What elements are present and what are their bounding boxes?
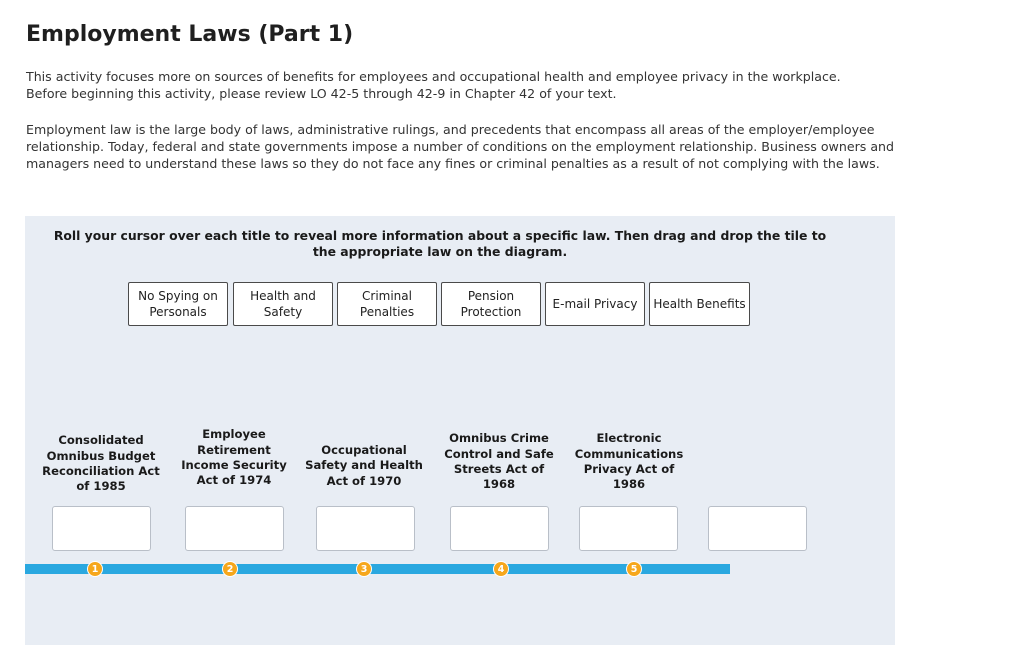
tile-pension-protection[interactable]	[441, 282, 541, 326]
tile-label: E-mail Privacy	[552, 297, 638, 311]
tile-criminal-penalties[interactable]	[337, 282, 437, 326]
law-label-cobra: Consolidated Omnibus Budget Reconciliation Act of 1985	[42, 433, 160, 494]
drop-zone-4[interactable]	[450, 506, 549, 551]
tile-email-privacy[interactable]	[545, 282, 645, 326]
tile-no-spying-on-personals[interactable]	[128, 282, 228, 326]
body-text: Employment law is the large body of laws, administrative rulings, and precedents that encompass all areas of the employer/employee relationship. Today, federal and state governments impose a number of conditions on the employment relationship. Business owners and managers need to understand these laws so they do not face any fines or criminal penalties as a result of not complying with the laws.	[26, 122, 895, 171]
timeline-bar	[25, 564, 730, 574]
body-paragraph	[26, 121, 956, 172]
tile-label: No Spying on Personals	[138, 289, 218, 319]
drop-zone-6[interactable]	[708, 506, 807, 551]
tile-label: Pension Protection	[460, 289, 522, 319]
drop-zone-5[interactable]	[579, 506, 678, 551]
tile-health-benefits[interactable]	[649, 282, 750, 326]
intro-line-1: This activity focuses more on sources of benefits for employees and occupational health and employee privacy in the workplace.	[26, 69, 841, 84]
intro-paragraph	[26, 68, 956, 102]
drop-zone-3[interactable]	[316, 506, 415, 551]
drop-zone-1[interactable]	[52, 506, 151, 551]
tile-label: Health and Safety	[250, 289, 316, 319]
timeline-badge-2: 2	[222, 561, 238, 577]
drop-zone-2[interactable]	[185, 506, 284, 551]
activity-instructions: Roll your cursor over each title to reveal more information about a specific law. Then drag and drop the tile to the appropriate law on the diagram.	[53, 228, 827, 259]
tile-label: Health Benefits	[653, 297, 746, 311]
law-label-omnibus-crime-control: Omnibus Crime Control and Safe Streets Act of 1968	[444, 431, 554, 492]
timeline-badge-3: 3	[356, 561, 372, 577]
law-label-erisa: Employee Retirement Income Security Act of 1974	[181, 427, 287, 488]
law-label-osha: Occupational Safety and Health Act of 1970	[305, 443, 423, 488]
timeline-badge-1: 1	[87, 561, 103, 577]
timeline-badge-5: 5	[626, 561, 642, 577]
drag-drop-activity	[25, 216, 895, 645]
timeline-badge-4: 4	[493, 561, 509, 577]
tile-label: Criminal Penalties	[359, 289, 415, 319]
intro-line-2: Before beginning this activity, please review LO 42-5 through 42-9 in Chapter 42 of your text.	[26, 86, 617, 101]
page-title: Employment Laws (Part 1)	[26, 22, 354, 47]
law-label-ecpa: Electronic Communications Privacy Act of 1986	[574, 431, 684, 492]
tile-health-and-safety[interactable]	[233, 282, 333, 326]
